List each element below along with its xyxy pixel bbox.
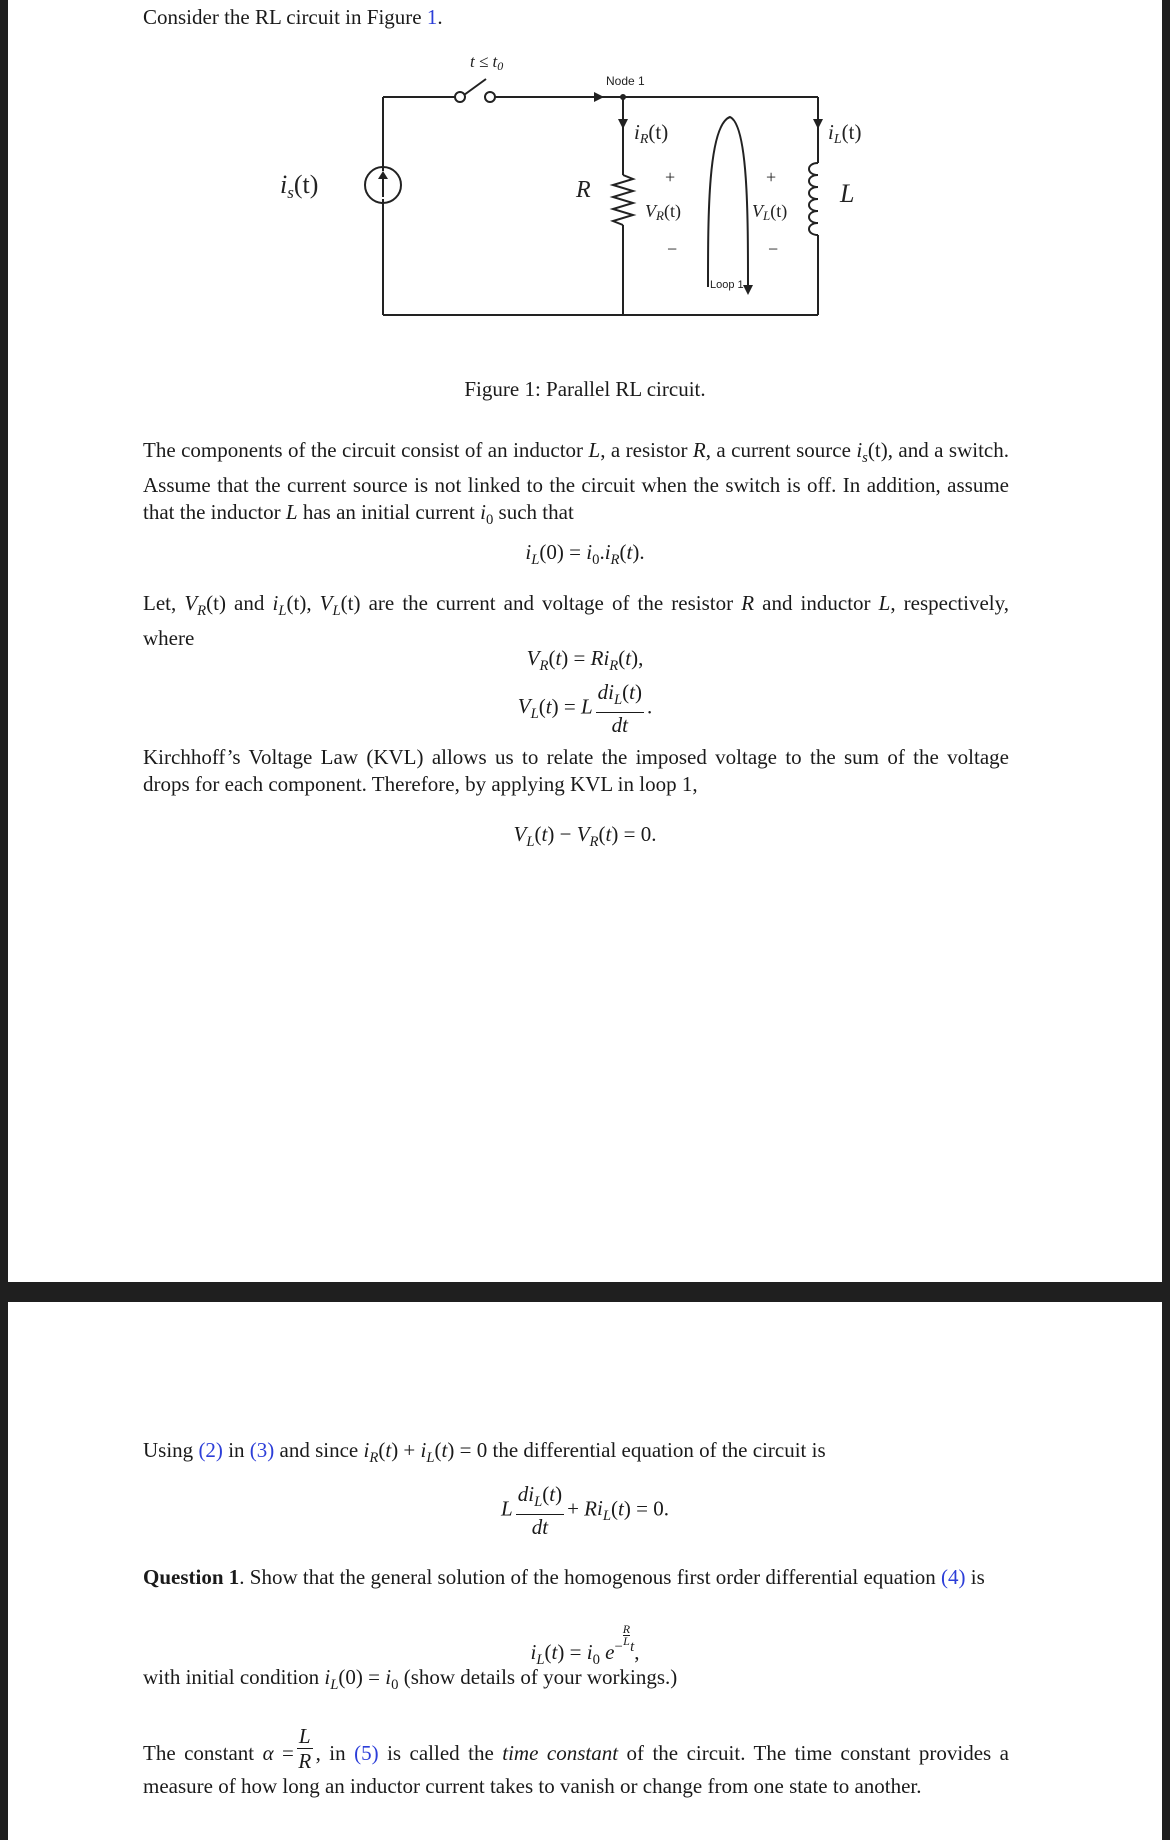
vl-label: VL(t) — [752, 201, 788, 223]
derivative-fraction: $\frac{di_L(t)}{dt}$ — [597, 680, 642, 738]
node-1-dot — [620, 94, 626, 100]
equation-ref-5[interactable]: (5) — [354, 1741, 379, 1765]
switch-contact-left — [455, 92, 465, 102]
loop-1-path — [708, 117, 748, 287]
il-label: iL(t) — [828, 120, 862, 147]
inductor-coil — [809, 163, 818, 235]
paragraph-using-eqs: Using (2) in (3) and since $i_R(t) + i_L(t) = 0$ the differential equation of the circuit is — [143, 1438, 826, 1467]
resistor-zigzag — [613, 175, 633, 225]
equation-ref-3[interactable]: (3) — [249, 1438, 275, 1462]
paragraph-time-constant: The constant α = $\frac{L}{R}$ , in (5) is called the time constant of the circuit. The time constant provides a measure of how long an inductor current takes to vanish or change from one state to another. — [143, 1724, 1009, 1798]
equation-kvl: $V_L(t) - V_R(t) = 0$. — [513, 822, 657, 851]
ir-arrowhead — [618, 119, 628, 129]
page-divider — [0, 1282, 1170, 1302]
figure-ref-link[interactable]: 1 — [426, 5, 438, 29]
question-1-label: Question 1 — [143, 1565, 240, 1589]
alpha-fraction: $\frac{L}{R}$ — [298, 1724, 312, 1773]
intro-sentence: Consider the RL circuit in Figure 1. — [143, 5, 443, 29]
page-2 — [8, 1302, 1162, 1840]
vl-minus: − — [768, 239, 779, 259]
page-1 — [8, 0, 1162, 1282]
paragraph-definitions: Let, $V_R(t)$ and $i_L(t)$, $V_L(t)$ are the current and voltage of the resistor R and inductor L, respectively, where — [143, 591, 1009, 651]
source-label: is(t) — [280, 170, 319, 202]
equation-ref-2[interactable]: (2) — [198, 1438, 223, 1462]
rl-circuit-diagram — [228, 55, 908, 335]
question-1: Question 1. Show that the general solution of the homogenous first order differential equation (4) is — [143, 1565, 985, 1589]
loop-1-arrowhead — [743, 285, 753, 295]
vr-minus: − — [667, 239, 678, 259]
top-current-arrowhead — [594, 92, 604, 102]
vr-plus: + — [665, 167, 676, 187]
loop-1-label: Loop 1 — [710, 279, 744, 291]
vl-plus: + — [766, 167, 777, 187]
resistor-label: R — [576, 177, 591, 203]
paragraph-kvl: Kirchhoff’s Voltage Law (KVL) allows us to relate the imposed voltage to the sum of the voltage drops for each component. Therefore, by applying KVL in loop 1, — [143, 745, 1009, 796]
vr-label: VR(t) — [645, 201, 681, 223]
ir-label: iR(t) — [634, 120, 669, 147]
figure-caption: Figure 1: Parallel RL circuit. — [464, 377, 706, 401]
node-1-label: Node 1 — [606, 74, 645, 88]
paragraph-components: The components of the circuit consist of an inductor L, a resistor R, a current source $i_s(t)$, and a switch. Assume that the current source is not linked to the circuit when the switch is off. In addition, assume that the inductor L has an initial current $i_0$ such that — [143, 438, 1009, 529]
current-source-arrowhead — [378, 171, 388, 179]
equation-1: $i_L(0) = i_0.i_R(t)$. — [525, 540, 645, 569]
inductor-label: L — [840, 179, 855, 208]
switch-blade — [464, 79, 486, 95]
equation-solution: $i_L(t) = i_0$ $e^{- \frac{R}{L}t}$, — [530, 1622, 640, 1669]
equation-3: $V_L(t) = L$ $\frac{di_L(t)}{dt}$ . — [517, 680, 653, 738]
switch-label: t ≤ t0 — [470, 55, 504, 73]
equation-2: $V_R(t) = Ri_R(t)$, — [526, 646, 644, 675]
paragraph-initial-condition: with initial condition $i_L(0) = i_0$ (show details of your workings.) — [143, 1665, 678, 1694]
derivative-fraction-2: $\frac{di_L(t)}{dt}$ — [517, 1482, 563, 1540]
equation-ref-4[interactable]: (4) — [941, 1565, 966, 1589]
il-arrowhead — [813, 119, 823, 129]
equation-differential: L $\frac{di_L(t)}{dt}$ + $Ri_L(t) = 0$. — [501, 1482, 669, 1540]
switch-contact-right — [485, 92, 495, 102]
